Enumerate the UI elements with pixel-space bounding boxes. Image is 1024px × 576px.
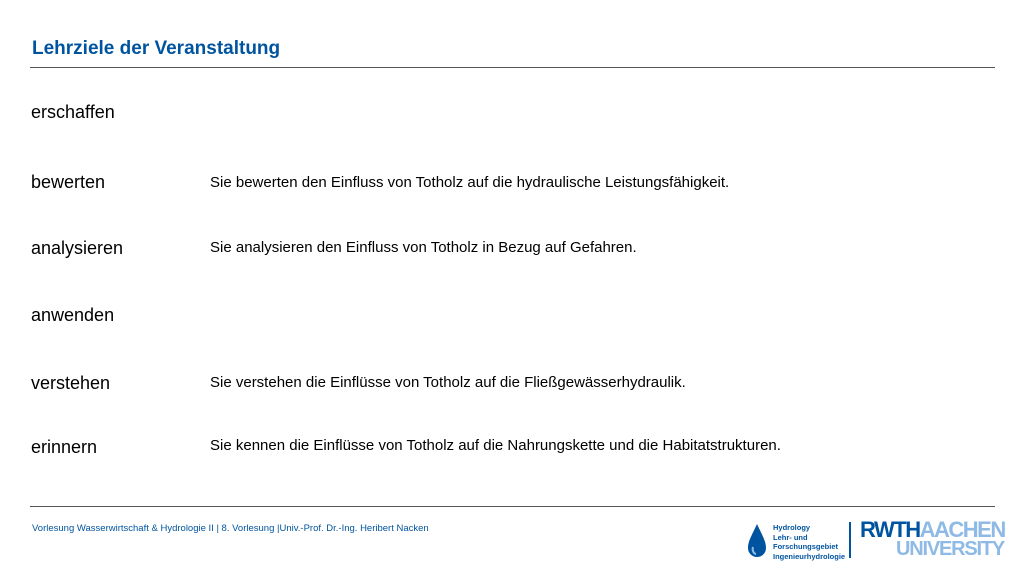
rwth-logo [860, 517, 1005, 561]
logo-separator [849, 522, 851, 558]
hydrology-logo-line4: Ingenieurhydrologie [773, 551, 846, 561]
hydrology-logo [746, 520, 846, 564]
hydrology-logo-text [773, 523, 845, 561]
slide-title: Lehrziele der Veranstaltung [32, 38, 281, 59]
water-drop-icon [746, 523, 768, 559]
objective-verstehen: Sie verstehen die Einflüsse von Totholz auf die Fließgewässerhydraulik. [210, 374, 686, 391]
objective-bewerten: Sie bewerten den Einfluss von Totholz auf die hydraulische Leistungsfähigkeit. [210, 174, 730, 191]
hydrology-logo-line2: Lehr- und [773, 532, 808, 542]
level-erschaffen: erschaffen [31, 102, 115, 122]
objective-analysieren: Sie analysieren den Einfluss von Totholz in Bezug auf Gefahren. [210, 239, 637, 256]
rwth-logo-university: UNIVERSITY [896, 538, 1005, 560]
objective-erinnern: Sie kennen die Einflüsse von Totholz auf die Nahrungskette und die Habitatstrukturen. [210, 437, 781, 454]
level-erinnern: erinnern [31, 437, 98, 457]
hydrology-logo-line3: Forschungsgebiet [773, 542, 839, 551]
rwth-logo-aachen: AACHEN [919, 517, 1005, 542]
level-verstehen: verstehen [31, 373, 111, 393]
hydrology-logo-line1: Hydrology [773, 523, 811, 532]
title-divider [30, 67, 995, 68]
level-analysieren: analysieren [31, 238, 124, 258]
footer-text: Vorlesung Wasserwirtschaft & Hydrologie II | 8. Vorlesung |Univ.-Prof. Dr.-Ing. Heribert Nacken [32, 523, 429, 534]
level-bewerten: bewerten [31, 172, 106, 192]
level-anwenden: anwenden [31, 305, 115, 325]
rwth-logo-rwth: RWTH [860, 517, 920, 542]
footer-divider [30, 506, 995, 507]
